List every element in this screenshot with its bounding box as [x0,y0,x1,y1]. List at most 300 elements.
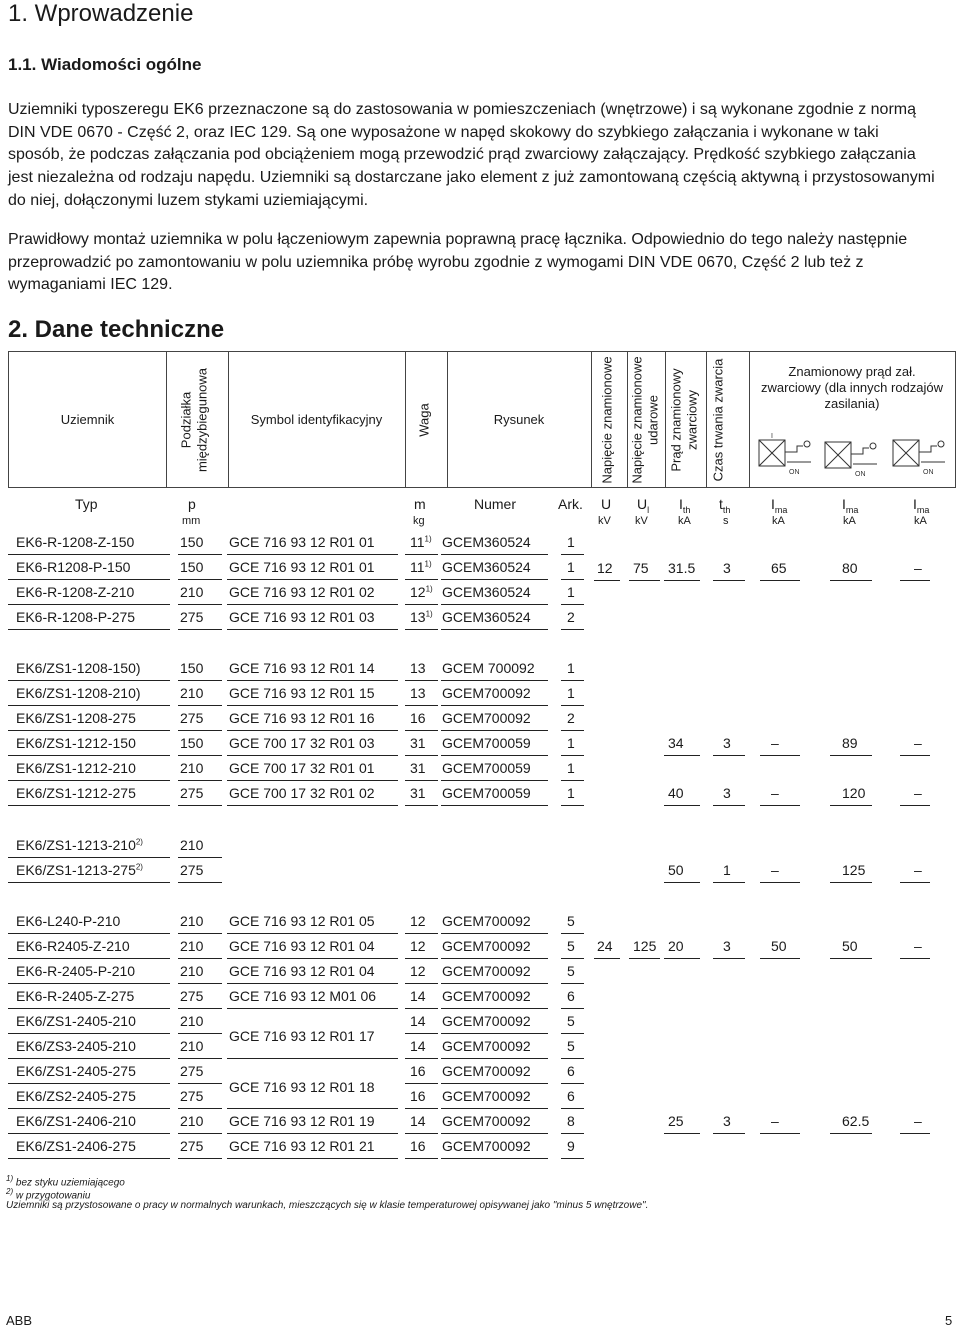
rating-rule [900,755,930,756]
row-rule [561,755,584,756]
cell-ima-2: 125 [842,862,866,878]
row-rule [561,983,584,984]
cell-t: 3 [723,938,731,954]
cell-ima-1: 65 [771,560,787,576]
cell-symbol: GCE 716 93 12 R01 01 [229,534,375,550]
cell-ark: 2 [567,710,575,726]
cell-ark: 5 [567,1038,575,1054]
row-rule [561,554,584,555]
cell-numer: GCEM360524 [442,609,531,625]
cell-ima-2: 62.5 [842,1113,870,1129]
cell-symbol: GCE 716 93 12 R01 04 [229,963,375,979]
rating-rule [713,958,745,959]
cell-symbol: GCE 716 93 12 R01 04 [229,938,375,954]
row-rule [405,579,438,580]
cell-p: 210 [180,837,204,853]
cell-m: 14 [410,1113,426,1129]
table-row [0,1085,960,1107]
row-rule [561,1108,584,1109]
merged-symbol: GCE 716 93 12 R01 17 [229,1028,375,1044]
table-row [0,606,960,628]
cell-numer: GCEM700092 [442,913,531,929]
cell-ima-2: 50 [842,938,858,954]
row-rule [561,1058,584,1059]
rating-rule [713,755,745,756]
cell-symbol: GCE 716 93 12 R01 21 [229,1138,375,1154]
diagram-label: ON [923,469,934,476]
table-row [0,757,960,779]
rating-rule [760,580,800,581]
unit-kv: kV [635,515,648,527]
row-rule [8,1008,170,1009]
cell-m: 13 [410,660,426,676]
sym-tth: $t_{th}$ [719,496,731,515]
row-rule [227,1008,398,1009]
row-rule [8,805,170,806]
table-row [0,1010,960,1032]
page-number: 5 [945,1313,953,1328]
cell-m: 16 [410,710,426,726]
row-rule [441,1133,548,1134]
cell-typ: EK6-R-2405-P-210 [16,963,136,979]
cell-ima-3: – [914,1113,922,1129]
cell-numer: GCEM700092 [442,963,531,979]
rating-rule [664,882,700,883]
row-rule [227,755,398,756]
table-row [0,581,960,603]
cell-m: 16 [410,1063,426,1079]
header-podzialka: Podziałka międzybiegunowa [178,367,210,473]
cell-ark: 5 [567,938,575,954]
cell-ima-3: – [914,560,922,576]
table-row [0,707,960,729]
rating-rule [830,755,872,756]
row-rule [8,755,170,756]
cell-ith: 40 [668,785,684,801]
header-znamionowy-prad: Znamionowy prąd zał. zwarciowy (dla innych rodzajów zasilania) [760,364,944,411]
cell-ark: 6 [567,1063,575,1079]
cell-typ: EK6/ZS1-2406-210 [16,1113,136,1129]
rating-rule [760,1133,800,1134]
table-row [0,1060,960,1082]
cell-ark: 5 [567,1013,575,1029]
paragraph-general-1: Uziemniki typoszeregu EK6 przeznaczone są do zastosowania w pomieszczeniach (wnętrzowe) i są wykonane zgodnie z normą DIN VDE 0670 - Część 2, oraz IEC 129. Są one wyposażone w napęd skokowy do szybkiego załączania i wykonane w taki sposób, że podczas załączania pod obciążeniem mogą przewodzić prąd zwarciowy załączający. Prędkość szybkiego załączania jest niezależna od rodzaju napędu. Uziemniki są dostarczane jako element z już zamontowaną częścią aktywną i przystosowanymi do niej, dołączonymi luzem stykami uziemiającymi. [8,101,935,209]
diagram-label: ON [789,469,800,476]
row-rule [178,604,222,605]
cell-ima-2: 89 [842,735,858,751]
cell-numer: GCEM700092 [442,710,531,726]
row-rule [405,604,438,605]
cell-ima-3: – [914,862,922,878]
row-rule [178,1033,222,1034]
rating-rule [830,580,872,581]
row-rule [8,1108,170,1109]
sym-ima-1: $I_{ma}$ [771,496,788,515]
footnote-2: $^{2)}$ w przygotowaniu [6,1187,91,1202]
unit-kg: kg [413,515,425,527]
row-rule [405,680,438,681]
row-rule [405,1033,438,1034]
cell-m: 16 [410,1088,426,1104]
row-rule [178,983,222,984]
row-rule [405,933,438,934]
cell-p: 150 [180,660,204,676]
cell-ark: 6 [567,988,575,1004]
row-rule [8,933,170,934]
cell-numer: GCEM700092 [442,1038,531,1054]
cell-ith: 31.5 [668,560,696,576]
row-rule [178,933,222,934]
row-rule [405,730,438,731]
cell-ark: 6 [567,1088,575,1104]
row-rule [178,1108,222,1109]
cell-p: 275 [180,609,204,625]
rating-rule [664,805,700,806]
row-rule [561,604,584,605]
cell-p: 275 [180,710,204,726]
row-rule [227,1133,398,1134]
row-rule [561,1008,584,1009]
row-rule [8,705,170,706]
unit-ka: kA [772,515,785,527]
unit-kv: kV [598,515,611,527]
row-rule [561,780,584,781]
rating-rule [900,958,930,959]
cell-typ: EK6/ZS2-2405-275 [16,1088,136,1104]
cell-symbol: GCE 716 93 12 R01 15 [229,685,375,701]
row-rule [405,1108,438,1109]
table-row [0,1035,960,1057]
row-rule [8,857,170,858]
row-rule [8,983,170,984]
cell-typ: EK6/ZS1-1212-150 [16,735,136,751]
sym-ark: Ark. [558,496,583,512]
row-rule [405,780,438,781]
cell-numer: GCEM360524 [442,584,531,600]
unit-ka: kA [914,515,927,527]
rating-rule [760,805,800,806]
row-rule [227,1158,398,1159]
cell-t: 3 [723,1113,731,1129]
row-rule [227,579,398,580]
row-rule [561,680,584,681]
rating-rule [900,1133,930,1134]
cell-typ: EK6/ZS1-1208-210) [16,685,141,701]
row-rule [441,1083,548,1084]
rating-rule [629,958,660,959]
row-rule [561,629,584,630]
row-rule [441,629,548,630]
row-rule [441,755,548,756]
cell-typ: EK6/ZS1-1212-210 [16,760,136,776]
row-rule [441,579,548,580]
cell-m: 12 [410,963,426,979]
cell-ul: 75 [633,560,649,576]
cell-ima-1: – [771,735,779,751]
section-title-introduction: 1. Wprowadzenie [8,0,194,27]
cell-ark: 1 [567,735,575,751]
rating-rule [664,755,700,756]
row-rule [405,554,438,555]
unit-ka: kA [843,515,856,527]
sym-numer: Numer [474,496,517,512]
row-rule [441,1008,548,1009]
sym-ima-2: $I_{ma}$ [842,496,859,515]
row-rule [227,805,398,806]
cell-p: 210 [180,963,204,979]
cell-symbol: GCE 700 17 32 R01 01 [229,760,375,776]
cell-ith: 50 [668,862,684,878]
cell-m: 11$^{1)}$ [410,559,432,575]
row-rule [227,958,398,959]
sym-ith: $I_{th}$ [679,496,691,515]
cell-ark: 1 [567,660,575,676]
row-rule [441,680,548,681]
cell-ith: 25 [668,1113,684,1129]
row-rule [8,629,170,630]
row-rule [561,805,584,806]
cell-numer: GCEM700092 [442,1113,531,1129]
cell-ima-1: – [771,785,779,801]
row-rule [8,1133,170,1134]
cell-typ: EK6-R2405-Z-210 [16,938,130,954]
row-rule [8,1083,170,1084]
cell-p: 210 [180,913,204,929]
cell-typ: EK6-R1208-P-150 [16,559,131,575]
cell-numer: GCEM700059 [442,785,531,801]
rating-row [0,732,960,754]
cell-typ: EK6/ZS1-1208-150) [16,660,141,676]
header-napiecie: Napięcie znamionowe [599,356,615,484]
cell-symbol: GCE 716 93 12 R01 05 [229,913,375,929]
sym-m: m [414,496,426,512]
cell-symbol: GCE 716 93 12 R01 16 [229,710,375,726]
row-rule [178,882,222,883]
rating-rule [830,958,872,959]
cell-p: 275 [180,988,204,1004]
row-rule [561,1033,584,1034]
cell-typ: EK6/ZS3-2405-210 [16,1038,136,1054]
row-rule [178,730,222,731]
row-rule [178,1133,222,1134]
cell-ark: 1 [567,534,575,550]
cell-typ: EK6-R-1208-P-275 [16,609,136,625]
cell-ima-3: – [914,735,922,751]
row-rule [178,1083,222,1084]
cell-symbol: GCE 716 93 12 R01 19 [229,1113,375,1129]
rating-rule [664,1133,700,1134]
row-rule [561,933,584,934]
row-rule [405,805,438,806]
sym-u: U [601,496,612,512]
rating-rule [900,805,930,806]
cell-ith: 20 [668,938,684,954]
cell-symbol: GCE 716 93 12 M01 06 [229,988,377,1004]
cell-ark: 1 [567,760,575,776]
sym-p: p [188,496,196,512]
cell-typ: EK6/ZS1-1213-210$^{2)}$ [16,837,143,853]
row-rule [178,579,222,580]
table-row [0,960,960,982]
row-rule [227,1108,398,1109]
cell-numer: GCEM700092 [442,1138,531,1154]
cell-symbol: GCE 716 93 12 R01 14 [229,660,375,676]
row-rule [561,705,584,706]
cell-m: 31 [410,760,426,776]
header-uziemnik: Uziemnik [60,411,115,427]
row-rule [441,1058,548,1059]
table-row [0,910,960,932]
row-rule [8,1033,170,1034]
header-czas-trwania: Czas trwania zwarcia [710,358,726,482]
row-rule [405,1008,438,1009]
row-rule [178,705,222,706]
row-rule [178,554,222,555]
rating-row [0,859,960,881]
cell-typ: EK6-R-1208-Z-150 [16,534,135,550]
cell-ima-2: 120 [842,785,866,801]
rating-rule [713,805,745,806]
row-rule [441,1033,548,1034]
svg-text:I: I [771,433,773,440]
cell-t: 1 [723,862,731,878]
row-rule [405,958,438,959]
rating-rule [760,958,800,959]
row-rule [227,629,398,630]
cell-ima-3: – [914,785,922,801]
cell-p: 210 [180,760,204,776]
cell-symbol: GCE 700 17 32 R01 03 [229,735,375,751]
row-rule [441,958,548,959]
header-prad-zwarciowy: Prąd znamionowy zwarciowy [668,368,700,472]
row-rule [227,780,398,781]
rating-rule [900,580,930,581]
row-rule [227,680,398,681]
section-title-technical-data: 2. Dane techniczne [8,316,225,343]
row-rule [8,1058,170,1059]
cell-ark: 1 [567,584,575,600]
rating-rule [830,1133,872,1134]
row-rule [405,1083,438,1084]
cell-p: 210 [180,938,204,954]
cell-ark: 9 [567,1138,575,1154]
cell-numer: GCEM 700092 [442,660,535,676]
cell-ima-1: 50 [771,938,787,954]
row-rule [178,780,222,781]
cell-ith: 34 [668,735,684,751]
table-header-box [8,351,956,488]
cell-m: 14 [410,1038,426,1054]
row-rule [8,554,170,555]
row-rule [178,680,222,681]
diagram-label: ON [855,471,866,478]
cell-typ: EK6/ZS1-2405-210 [16,1013,136,1029]
cell-ima-2: 80 [842,560,858,576]
cell-ark: 1 [567,685,575,701]
row-rule [8,730,170,731]
subsection-title-general: 1.1. Wiadomości ogólne [8,55,202,74]
unit-ka: kA [678,515,691,527]
cell-typ: EK6-R-2405-Z-275 [16,988,135,1004]
rating-row [0,782,960,804]
cell-numer: GCEM700092 [442,1088,531,1104]
cell-numer: GCEM700059 [442,760,531,776]
cell-t: 3 [723,785,731,801]
cell-m: 14 [410,988,426,1004]
cell-ark: 5 [567,963,575,979]
cell-typ: EK6/ZS1-1212-275 [16,785,136,801]
cell-ark: 1 [567,559,575,575]
row-rule [178,958,222,959]
cell-p: 210 [180,685,204,701]
cell-p: 210 [180,1113,204,1129]
cell-p: 275 [180,785,204,801]
row-rule [441,1158,548,1159]
cell-numer: GCEM700092 [442,1013,531,1029]
row-rule [227,705,398,706]
cell-t: 3 [723,560,731,576]
rating-rule [830,805,872,806]
row-rule [8,680,170,681]
cell-typ: EK6/ZS1-2406-275 [16,1138,136,1154]
cell-typ: EK6-L240-P-210 [16,913,121,929]
row-rule [441,705,548,706]
cell-ima-1: – [771,862,779,878]
cell-p: 150 [180,534,204,550]
paragraph-general-2: Prawidłowy montaż uziemnika w polu łączeniowym zapewnia poprawną pracę łącznika. Odpowiednio do tego należy następnie przeprowadzić po zamontowaniu w polu uziemnika próbę wyrobu zgodnie z wymogami DIN VDE 0670, Część 2 lub też z wymaganiami IEC 129. [8,231,908,294]
unit-s: s [723,515,729,527]
row-rule [561,730,584,731]
rating-row [0,557,960,579]
cell-numer: GCEM360524 [442,534,531,550]
cell-m: 11$^{1)}$ [410,534,432,550]
cell-typ: EK6/ZS1-2405-275 [16,1063,136,1079]
cell-numer: GCEM700092 [442,1063,531,1079]
row-rule [178,1158,222,1159]
cell-m: 13$^{1)}$ [410,609,433,625]
footer-brand: ABB [6,1313,33,1328]
row-rule [441,805,548,806]
rating-rule [594,580,620,581]
row-rule [561,1158,584,1159]
row-rule [8,958,170,959]
rating-rule [760,755,800,756]
rating-rule [664,958,700,959]
row-rule [178,1008,222,1009]
cell-p: 150 [180,559,204,575]
cell-m: 12 [410,938,426,954]
row-rule [178,857,222,858]
cell-p: 210 [180,1038,204,1054]
header-napiecie-udarowe: Napięcie znamionowe udarowe [629,356,661,484]
symbols-row [0,495,960,529]
row-rule [8,780,170,781]
row-rule [227,1058,398,1059]
rating-row [0,1110,960,1132]
cell-t: 3 [723,735,731,751]
rating-rule [900,882,930,883]
cell-m: 16 [410,1138,426,1154]
cell-u: 12 [597,560,613,576]
rating-rule [594,958,620,959]
row-rule [227,604,398,605]
header-symbol: Symbol identyfikacyjny [250,411,383,427]
row-rule [405,983,438,984]
table-row [0,531,960,553]
row-rule [405,705,438,706]
row-rule [405,1058,438,1059]
row-rule [405,755,438,756]
